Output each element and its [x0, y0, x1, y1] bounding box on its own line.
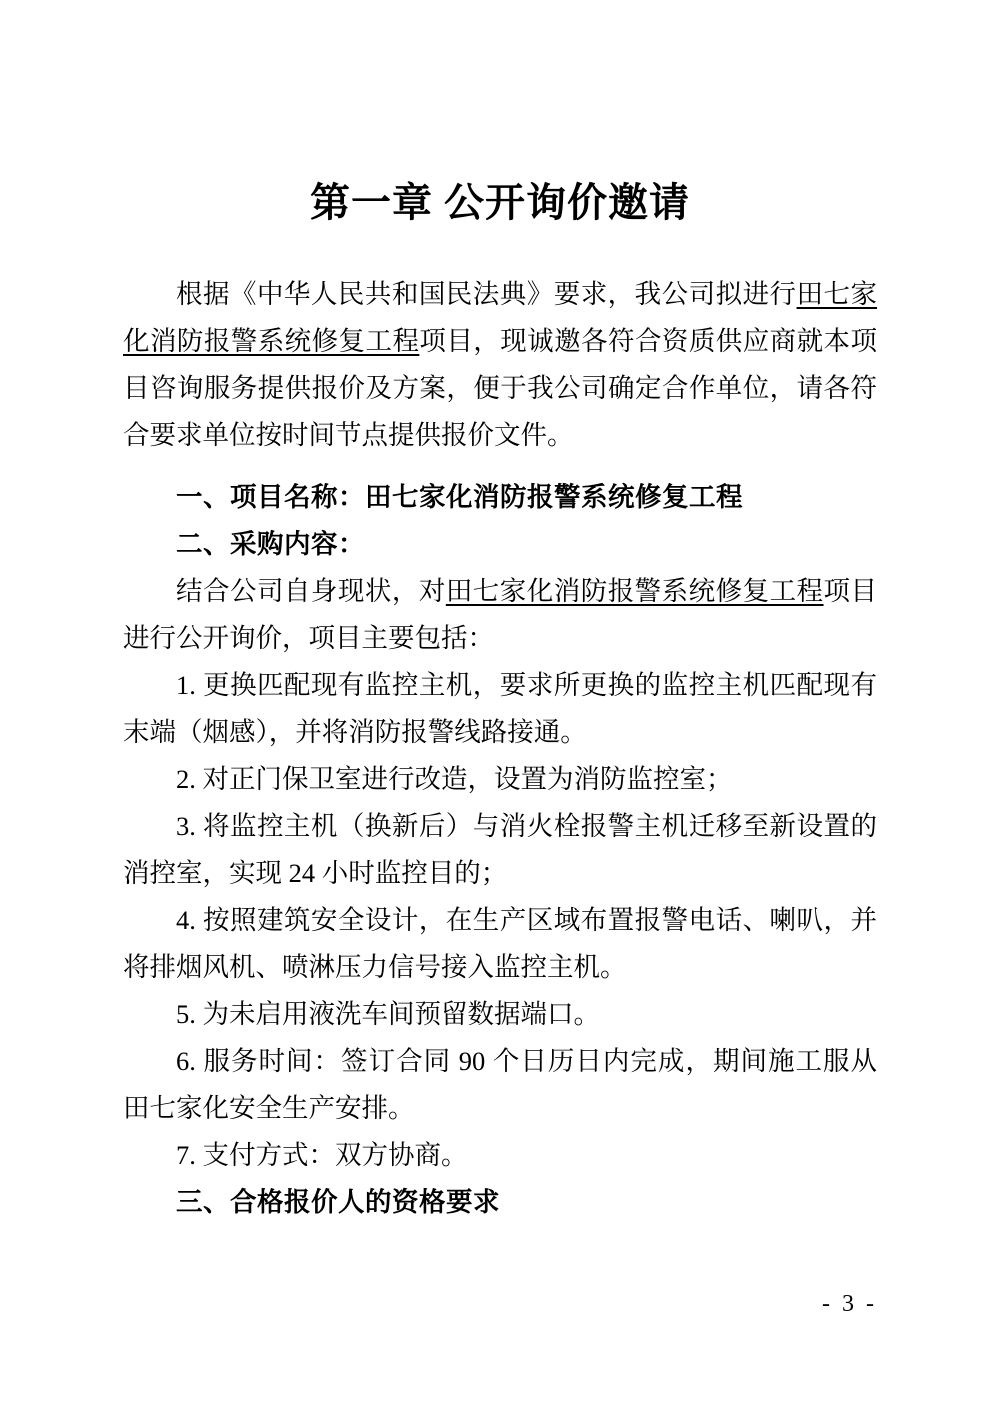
text-line [123, 1132, 877, 1179]
text-line [123, 662, 877, 709]
text-line [123, 756, 877, 803]
text-line [123, 944, 877, 991]
page-number: - 3 - [822, 1291, 877, 1317]
text-line [123, 1179, 877, 1226]
text-segment: 二、采购内容： [176, 529, 365, 559]
text-segment: 合要求单位按时间节点提供报价文件。 [123, 420, 574, 450]
text-segment: 2. 对正门保卫室进行改造，设置为消防监控室； [176, 764, 733, 794]
text-line [123, 521, 877, 568]
chapter-title: 第一章 公开询价邀请 [310, 180, 690, 225]
text-segment: 项目 [823, 576, 878, 606]
document-body [123, 271, 877, 1226]
text-line [123, 365, 877, 412]
text-line [123, 271, 877, 318]
text-segment: 三、合格报价人的资格要求 [176, 1187, 500, 1217]
text-line [123, 615, 877, 662]
text-segment: 一、项目名称：田七家化消防报警系统修复工程 [176, 482, 743, 512]
text-segment: 4. 按照建筑安全设计，在生产区域布置报警电话、喇叭，并 [176, 905, 877, 935]
text-line [123, 474, 877, 521]
underlined-text: 化消防报警系统修复工程 [123, 326, 420, 356]
text-segment: 末端（烟感），并将消防报警线路接通。 [123, 717, 587, 747]
text-line [123, 897, 877, 944]
text-segment: 根据《中华人民共和国民法典》要求，我公司拟进行 [176, 279, 797, 309]
text-segment: 项目，现诚邀各符合资质供应商就本项 [419, 326, 878, 356]
text-segment: 5. 为未启用液洗车间预留数据端口。 [176, 999, 600, 1029]
text-line [123, 318, 877, 365]
text-segment: 目咨询服务提供报价及方案，便于我公司确定合作单位，请各符 [123, 373, 877, 403]
text-segment: 3. 将监控主机（换新后）与消火栓报警主机迁移至新设置的 [176, 811, 877, 841]
text-segment: 6. 服务时间：签订合同 90 个日历日内完成，期间施工服从 [176, 1046, 877, 1076]
text-line [123, 709, 877, 756]
text-line [123, 991, 877, 1038]
text-segment: 结合公司自身现状，对 [176, 576, 446, 606]
underlined-text: 田七家化消防报警系统修复工程 [445, 576, 824, 606]
text-line [123, 1038, 877, 1085]
text-line [123, 568, 877, 615]
underlined-text: 田七家 [796, 279, 878, 309]
text-segment: 1. 更换匹配现有监控主机，要求所更换的监控主机匹配现有 [176, 670, 877, 700]
text-segment: 将排烟风机、喷淋压力信号接入监控主机。 [123, 952, 627, 982]
text-line [123, 850, 877, 897]
text-segment: 7. 支付方式：双方协商。 [176, 1140, 468, 1170]
text-segment: 消控室，实现 24 小时监控目的； [123, 858, 508, 888]
text-line [123, 412, 877, 459]
text-line [123, 803, 877, 850]
text-line [123, 1085, 877, 1132]
text-segment: 田七家化安全生产安排。 [123, 1093, 415, 1123]
text-segment: 进行公开询价，项目主要包括： [123, 623, 494, 653]
